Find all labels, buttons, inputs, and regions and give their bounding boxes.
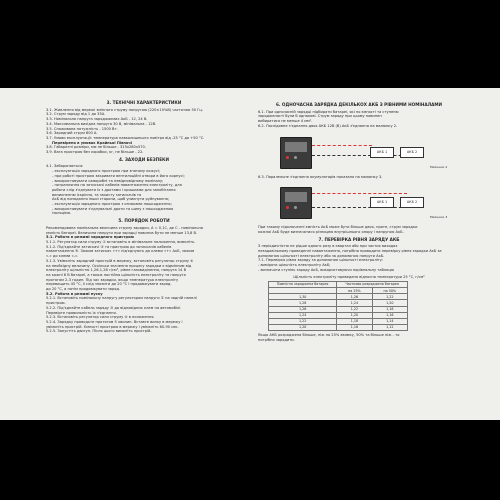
table-cell: 1,22 bbox=[372, 294, 407, 300]
s6items-line: зарядженості були б однакові. Струм заряду при цьому повинен bbox=[258, 114, 382, 119]
s5items-line: на кожні 6 В батареї, а також постійна щільність електроліту та напруга bbox=[46, 272, 186, 277]
s5items2-line: 5.2.4. Зарядку проводьте протягом 5 хвилин. Вставте вилку в мережу і bbox=[46, 319, 183, 324]
battery-2: АКБ 2 bbox=[400, 197, 424, 208]
s5items-line: 5.1.2. Під'єднайте затискачі ③ та пристрою до затискачів кабелів bbox=[46, 244, 172, 249]
s5items2-line: 5.2.2. Під'єднайте кабель заряду ③ до відповідних клем на автомобілі. bbox=[46, 305, 182, 310]
section-5-title: 5. ПОРЯДОК РОБОТИ bbox=[118, 218, 170, 224]
s4items-line: ізоляцією. bbox=[52, 211, 72, 216]
s5items-line: навантаження ⑤. Зажим затискач «+» під'єднують до клеми «+» АкБ, зажим bbox=[46, 249, 195, 254]
s5items-line: до 20 °С, а потім продовжувати заряд. bbox=[46, 287, 121, 292]
table-cell: 1,30 bbox=[269, 294, 337, 300]
s6items-line: 6.2. Послідовне з'єднання двох АКБ 12В (В) АкБ з'єднання на малюнку 2. bbox=[258, 123, 398, 128]
s4items-line: - експлуатація зарядного пристрою при знятому кожусі; bbox=[52, 169, 161, 174]
s5items-line: «-» до клеми «-». bbox=[46, 254, 79, 259]
s5items2-line: пристрою. bbox=[46, 301, 66, 306]
figure-3-parallel-connection bbox=[258, 181, 460, 223]
battery-1: АКБ 1 bbox=[370, 197, 394, 208]
s5items-line: 5.1.1. Регулятор сили струму ① встановіть в мінімальне положення, вимкніть. bbox=[46, 239, 196, 244]
section-4-title: 4. ЗАХОДИ БЕЗПЕКИ bbox=[119, 156, 169, 162]
s6items-line: 6.1. При одночасній зарядці підбирати батареї, які по ємності та ступеню bbox=[258, 109, 399, 114]
s7footer-line: Якщо АКБ розряджена більше, ніж на 25% взимку, 50% та більше ніж - то bbox=[258, 332, 400, 337]
section-6-title: 6. ОДНОЧАСНА ЗАРЯДКА ДЕКІЛЬКОХ АКБ З РІВНИМИ НОМІНАЛАМИ bbox=[275, 102, 443, 107]
figure-3-caption: Малюнок 3 bbox=[430, 215, 448, 220]
table-cell: 1,26 bbox=[269, 306, 337, 312]
table-cell: 1,16 bbox=[372, 312, 407, 318]
density-table bbox=[268, 281, 408, 331]
charger-image bbox=[280, 187, 312, 219]
figure-2-caption: Малюнок 2 bbox=[430, 164, 448, 169]
section-5-sub2: 5.2. Робота в режимі пуску bbox=[46, 291, 103, 296]
figure-2-series-connection bbox=[258, 131, 460, 173]
s3items-line: 3.6. Зарядний струм 800 А. bbox=[46, 131, 98, 136]
table-cell: 1,26 bbox=[337, 294, 372, 300]
left-column bbox=[46, 98, 242, 334]
s5items2-line: 5.2.1. Встановіть номінальну напругу регулятором напруги ② на задній панелі bbox=[46, 296, 197, 301]
s5items-line: 5.1.3. Увімкніть зарядний пристрій в мережу, встановіть регулятор струму ④ bbox=[46, 258, 194, 263]
s3items-line: 3.2. Струм заряду від 1 до 35А. bbox=[46, 112, 106, 117]
s5intro-line: Рекомендована номінальна величина струму зарядки, А = 0,1С, де С - номінальна bbox=[46, 225, 204, 230]
battery-1: АКБ 1 bbox=[370, 147, 394, 158]
section-3-title: 3. ТЕХНІЧНІ ХАРАКТЕРИСТИКИ bbox=[106, 100, 182, 105]
col-sub-25: на 25% bbox=[337, 288, 372, 294]
s4items-line: - експлуатація зарядного пристрою з ознаками пошкодження; bbox=[52, 202, 172, 207]
s7items-line: допомогою щільності електроліту або за допомогою напруги АкБ. bbox=[258, 253, 385, 258]
s6after-line: кожної АкБ буде визначатися різницею внутрішнього опору і напругою АкБ. bbox=[258, 229, 404, 234]
s5items2-line: 5.2.3. Встановіть регулятор сили струму ④ в положення. bbox=[46, 315, 155, 320]
s3items-line: 3.3. Номінальна напруга заряджаємих АкБ - 12, 24 В. bbox=[46, 117, 148, 122]
s3items-line: 3.5. Споживана потужність - 1500 Вт. bbox=[46, 126, 118, 131]
table-cell: 1,18 bbox=[372, 306, 407, 312]
s7items-line: незадовільному проведенні навантаження, потрібно проводити перевірку рівня зарядки АкБ за bbox=[258, 249, 442, 254]
s7items-line: - визначити ступінь заряду АкБ, використовуючи порівняльну таблицю bbox=[258, 267, 394, 272]
s4items-line: - використовувати з'єднувальні дроти та шину з пошкодженою bbox=[52, 206, 174, 211]
table-cell: 1,22 bbox=[337, 306, 372, 312]
s5items2-line: 5.2.5. Запустіть двигун. Після цього вимкніть пристрій. bbox=[46, 329, 152, 334]
table-cell: 1,20 bbox=[337, 312, 372, 318]
density-table-title: Щільність електроліту приведена відносно температури 25 °С, г/см³ bbox=[293, 274, 425, 279]
col-header-partial: Частково розряджена батарея bbox=[337, 282, 408, 288]
instruction-sheet bbox=[0, 88, 500, 420]
s5items-line: електроліту щільністю 1,26-1,28 г/см³, рівне газовиділення, напруга 14 В bbox=[46, 268, 187, 273]
s5items2-line: увімкніть пристрій. Ємності пристрою в мережу і увімкніть 60-90 сек. bbox=[46, 324, 179, 329]
s6items-line: вибиратися не менше 4 мм². bbox=[258, 119, 313, 124]
table-cell: 1,24 bbox=[337, 300, 372, 306]
s4items-line: АкБ від попадання іншої сторони, щоб уникнути руйнування; bbox=[52, 197, 170, 202]
table-cell: 1,12 bbox=[372, 324, 407, 330]
s5items-line: перевищить 45 °С, її слід знизити до 20 °С і продовжувати заряд. bbox=[46, 282, 172, 287]
table-cell: 1,20 bbox=[269, 324, 337, 330]
s3items-line: 3.1. Живлення від мережі змінного струму напругою (220±10%В) частотою 50 Гц. bbox=[46, 107, 203, 112]
s7footer-line: потрібно зарядити. bbox=[258, 337, 295, 342]
table-cell: 1,22 bbox=[269, 318, 337, 324]
table-cell: 1,16 bbox=[337, 324, 372, 330]
s4items-line: - при роботі пристрою закривати вентиляційні отвори в його корпусі; bbox=[52, 173, 185, 178]
right-column bbox=[258, 100, 460, 342]
battery-2: АКБ 2 bbox=[400, 147, 424, 158]
table-cell: 1,28 bbox=[269, 300, 337, 306]
s3items2-line: 3.8. Габаритні розміри, мм не більше - 315х280х570. bbox=[46, 145, 146, 150]
section-7-title: 7. ПЕРЕВІРКА РІВНЯ ЗАРЯДУ АКБ bbox=[318, 236, 400, 242]
col-header-full: Повністю заряджена батарея bbox=[269, 282, 337, 288]
s6after-line: При такому підключенні ємність АкБ може бути більше двох, проте, струм зарядки bbox=[258, 225, 418, 230]
s7items-line: З періодичністю не рідше одного разу в квартал або при частих виходах bbox=[258, 244, 398, 249]
table-cell: 1,18 bbox=[337, 318, 372, 324]
section-5-sub1: 5.1. Робота в режимі зарядного пристрою bbox=[46, 235, 135, 240]
s5intro-line: ємність батареї. Величина напруги при зарядці повинна бути не менше 13,8 В. bbox=[46, 230, 198, 235]
charger-image bbox=[280, 137, 312, 169]
s4items-line: роботи слід з'єднувати їх з дротами і кришками для запобігання bbox=[52, 187, 176, 192]
table-cell: 1,14 bbox=[372, 318, 407, 324]
section-4-lead: 4.1. Забороняється: bbox=[46, 164, 84, 169]
s5items-line: протягом 2-3 годин. Під час зарядки, якщо температура електроліту bbox=[46, 277, 179, 282]
s3items-line: 3.7. Умови експлуатації: температура навколишнього повітря від -25 °С до +50 °С. bbox=[46, 135, 205, 140]
s4items-line: виникненню іскріння, та захисту затискачів та bbox=[52, 192, 142, 197]
table-cell: 1,24 bbox=[269, 312, 337, 318]
section-6-sub: 6.3. Паралельне з'єднання акумуляторів показано на малюнку 3. bbox=[258, 174, 383, 179]
s3items2-line: 3.9. Вага пристрою без коробки, кг, не більше - 22. bbox=[46, 150, 144, 155]
s4items-line: - використовувати саморобні та невідповідному номіналу; bbox=[52, 178, 164, 183]
s5items-line: на необхідну величину. Оскільки значення процесу зарядки є відмінним від bbox=[46, 263, 192, 268]
section-3-note: Перевірено в умовах Крайньої Півночі bbox=[52, 140, 133, 145]
col-sub-50: на 50% bbox=[372, 288, 407, 294]
s3items-line: 3.4. Максимальна вихідна напруга 30 В, мінімальна - 12В. bbox=[46, 121, 157, 126]
table-cell: 1,20 bbox=[372, 300, 407, 306]
s4items-line: - потрапляння на затискачі кабелів навантаження електроліту, для bbox=[52, 183, 182, 188]
s5items2-line: Перевірте правильність їх з'єднання. bbox=[46, 310, 117, 315]
s7items-line: 7.1. Перевірка рівня заряду за допомогою щільності електроліту: bbox=[258, 258, 384, 263]
table-row bbox=[269, 324, 408, 330]
s7items-line: - виміряти щільність електроліту АкБ; bbox=[258, 263, 331, 268]
